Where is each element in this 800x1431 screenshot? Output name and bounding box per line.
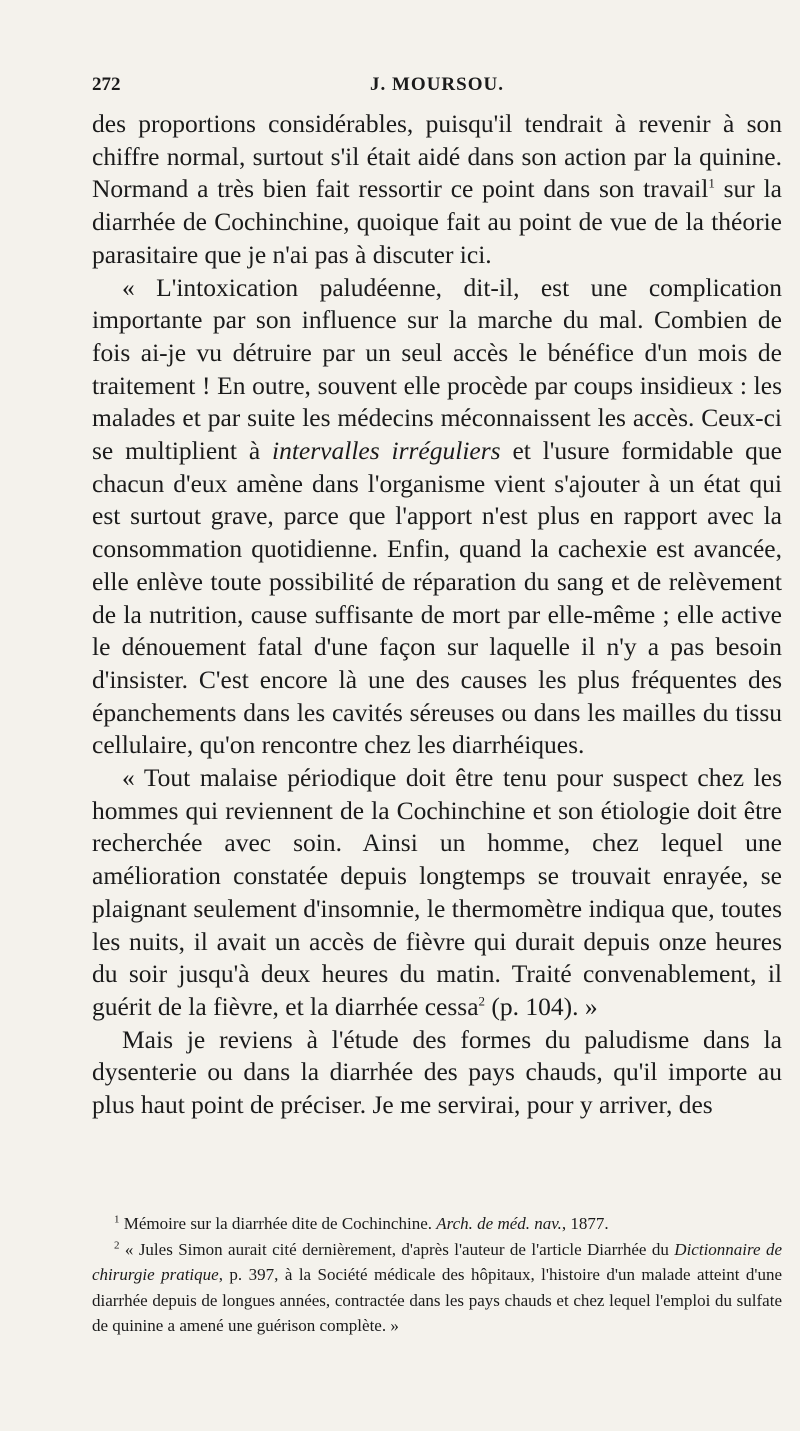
paragraph-4-text: Mais je reviens à l'étude des formes du paludisme dans la dysenterie ou dans la diarrhée des pays chauds, qu'il importe au plus haut point de préciser. Je me servirai, pour y arriver, des <box>92 1024 782 1120</box>
footnote-1-mark: 1 <box>114 1213 120 1226</box>
paragraph-1-end: sur la diarrhée de Cochinchine, quoique fait au point de vue de la théorie parasitaire que je n'ai pas à discuter ici. <box>92 174 782 269</box>
footnote-2-end: , p. 397, à la Société médicale des hôpitaux, l'histoire d'un malade atteint d'une diarrhée depuis de longues années, contractée dans les pays chauds et chez lequel l'emploi du sulfate de quinine a amené une guérison complète. » <box>92 1265 782 1335</box>
paragraph-3-end: (p. 104). » <box>485 991 598 1021</box>
footnote-2 <box>92 1237 782 1339</box>
footnote-1-end: , 1877. <box>561 1214 609 1233</box>
paragraph-2-text-b: et l'usure formidable que chacun d'eux amène dans l'organisme vient s'ajouter à un état qui est surtout grave, parce que l'apport n'est plus en rapport avec la consommation quotidienne. Enfin, quand la cachexie est avancée, elle enlève toute possibilité de réparation du sang et de relèvement de la nutrition, cause suffisante de mort par elle-même ; elle active le dénouement fatal d'une façon sur laquelle il n'y a pas besoin d'insister. C'est encore là une des causes les plus fréquentes des épanchements dans les cavités séreuses ou dans les mailles du tissu cellulaire, qu'on rencontre chez les diarrhéiques. <box>92 436 782 760</box>
footnote-2-emphasis: Dictionnaire de chirurgie pratique <box>92 1239 782 1284</box>
paragraph-3 <box>92 762 782 1024</box>
footnote-1-text: Mémoire sur la diarrhée dite de Cochinchine. <box>119 1214 437 1233</box>
footnote-2-mark: 2 <box>114 1238 120 1251</box>
footnote-ref-2: 2 <box>478 993 486 1009</box>
paragraph-2-emphasis: intervalles irréguliers <box>272 436 501 466</box>
footnote-1 <box>92 1211 782 1237</box>
running-title: J. MOURSOU. <box>370 74 504 95</box>
paragraph-3-text: « Tout malaise périodique doit être tenu pour suspect chez les hommes qui reviennent de la Cochinchine et son étiologie doit être recherchée avec soin. Ainsi un homme, chez lequel une amélioration constatée depuis longtemps se trouvait enrayée, se plaignant seulement d'insomnie, le thermomètre indiqua que, toutes les nuits, il avait un accès de fièvre qui durait depuis onze heures du soir jusqu'à deux heures du matin. Traité convenablement, il guérit de la fièvre, et la diarrhée cessa <box>92 763 782 1021</box>
running-header <box>92 70 782 108</box>
main-text <box>92 108 782 1122</box>
footnote-2-text: « Jules Simon aurait cité dernièrement, d'après l'auteur de l'article Diarrhée du <box>119 1239 675 1259</box>
footnote-ref-1: 1 <box>708 175 715 191</box>
footnote-1-emphasis: Arch. de méd. nav. <box>436 1214 562 1233</box>
paragraph-2-text-a: « L'intoxication paludéenne, dit-il, est une complication importante par son influence sur la marche du mal. Combien de fois ai-je vu détruire par un seul accès le bénéfice d'un mois de traitement ! En outre, souvent elle procède par coups insidieux : les malades et par suite les médecins méconnaissent les accès. Ceux-ci se multiplient à <box>92 272 782 466</box>
page-number: 272 <box>92 74 121 95</box>
paragraph-4 <box>92 1024 782 1122</box>
paragraph-1 <box>92 108 782 272</box>
footnotes <box>92 1211 782 1339</box>
paragraph-2 <box>92 272 782 763</box>
page <box>92 70 782 1122</box>
paragraph-1-text: des proportions considérables, puisqu'il tendrait à revenir à son chiffre normal, surtout s'il était aidé dans son action par la quinine. Normand a très bien fait ressortir ce point dans son travail <box>92 109 782 204</box>
